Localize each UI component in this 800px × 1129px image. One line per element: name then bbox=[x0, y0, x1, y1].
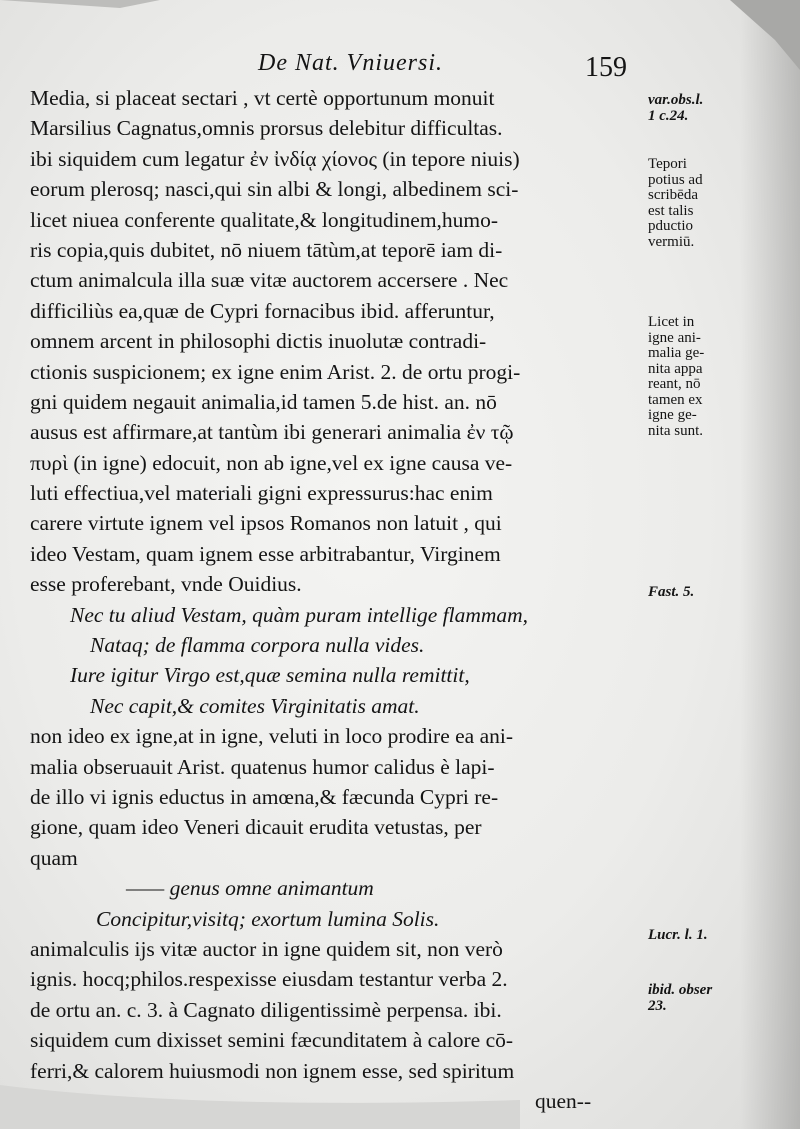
text-line: quam bbox=[30, 845, 78, 870]
text-line: omnem arcent in philosophi dictis inuolutæ contradi- bbox=[30, 329, 487, 354]
text-line: de ortu an. c. 3. à Cagnato diligentissimè perpensa. ibi. bbox=[30, 997, 502, 1022]
text-line: ctum animalcula illa suæ vitæ auctorem accersere . Nec bbox=[30, 268, 509, 293]
marginal-note bbox=[648, 157, 758, 250]
verse-line: —— genus omne animantum bbox=[126, 876, 374, 901]
text-line: esse proferebant, vnde Ouidius. bbox=[30, 572, 302, 597]
text-line: Media, si placeat sectari , vt certè opportunum monuit bbox=[30, 86, 495, 110]
marginal-line: Licet in bbox=[648, 314, 695, 330]
marginal-note bbox=[648, 983, 758, 1014]
text-line: siquidem cum dixisset semini fæcunditatem à calore cō- bbox=[30, 1028, 514, 1053]
marginal-line: nita appa bbox=[648, 360, 703, 377]
verse-line: Nec capit,& comites Virginitatis amat. bbox=[90, 693, 420, 718]
marginal-line: ibid. obser bbox=[648, 982, 713, 998]
text-line: gni quidem negauit animalia,id tamen 5.de hist. an. nō bbox=[30, 389, 497, 414]
marginal-line: pductio bbox=[648, 218, 693, 234]
text-line: ctionis suspicionem; ex igne enim Arist. 2. de ortu progi- bbox=[30, 359, 521, 384]
text-line: licet niuea conferente qualitate,& longitudinem,humo- bbox=[30, 207, 499, 232]
text-line: eorum plerosq; nasci,qui sin albi & longi, albedinem sci- bbox=[30, 177, 519, 202]
marginal-line: tamen ex bbox=[648, 391, 703, 408]
text-line: ferri,& calorem huiusmodi non ignem esse, sed spiritum bbox=[30, 1058, 515, 1083]
text-line: ausus est affirmare,at tantùm ibi generari animalia ἐν τῷ bbox=[30, 420, 514, 445]
text-line: carere virtute ignem vel ipsos Romanos non latuit , qui bbox=[30, 511, 502, 536]
text-line: Marsilius Cagnatus,omnis prorsus delebitur difficultas. bbox=[30, 116, 503, 141]
marginal-note bbox=[648, 315, 758, 439]
text-line: non ideo ex igne,at in igne, veluti in loco prodire ea ani- bbox=[30, 724, 514, 749]
marginal-line: potius ad bbox=[648, 171, 703, 188]
marginal-line: igne ge- bbox=[648, 407, 697, 423]
marginal-line: Tepori bbox=[648, 156, 687, 172]
text-line: ibi siquidem cum legatur ἐν ἰνδίᾳ χίονος (in tepore niuis) bbox=[30, 146, 520, 171]
marginal-line: reant, nō bbox=[648, 376, 701, 392]
text-line: malia obseruauit Arist. quatenus humor calidus è lapi- bbox=[30, 754, 495, 779]
text-line: difficiliùs ea,quæ de Cypri fornacibus ibid. afferuntur, bbox=[30, 298, 495, 323]
verse-line: Nataq; de flamma corpora nulla vides. bbox=[90, 633, 425, 658]
marginal-note bbox=[648, 928, 758, 944]
marginal-line: Lucr. l. 1. bbox=[648, 927, 708, 943]
text-line: ideo Vestam, quam ignem esse arbitrabantur, Virginem bbox=[30, 541, 501, 566]
marginal-line: vermiū. bbox=[648, 233, 695, 250]
text-line: ris copia,quis dubitet, nō niuem tātùm,at teporē iam di- bbox=[30, 237, 503, 262]
verse-line: Nec tu aliud Vestam, quàm puram intellige flammam, bbox=[70, 602, 529, 627]
text-line: ignis. hocq;philos.respexisse eiusdam testantur verba 2. bbox=[30, 967, 508, 992]
text-line: de illo vi ignis eductus in amœna,& fæcunda Cypri re- bbox=[30, 784, 499, 809]
marginal-note bbox=[648, 585, 758, 601]
running-head: De Nat. Vniuersi. bbox=[258, 50, 443, 76]
marginal-line: 23. bbox=[648, 997, 667, 1014]
verse-line: Concipitur,visitq; exortum lumina Solis. bbox=[96, 906, 440, 931]
marginal-note bbox=[648, 93, 758, 124]
marginal-line: est talis bbox=[648, 202, 694, 219]
main-text-block bbox=[30, 83, 642, 1116]
catchword: quen-- bbox=[535, 1088, 592, 1113]
text-line: luti effectiua,vel materiali gigni expressurus:hac enim bbox=[30, 481, 493, 506]
verse-line: Iure igitur Virgo est,quæ semina nulla remittit, bbox=[70, 663, 470, 688]
marginal-line: 1 c.24. bbox=[648, 107, 689, 124]
text-line: animalculis ijs vitæ auctor in igne quidem sit, non verò bbox=[30, 936, 503, 961]
marginal-line: nita sunt. bbox=[648, 422, 703, 439]
marginal-line: malia ge- bbox=[648, 345, 705, 361]
marginal-line: var.obs.l. bbox=[648, 92, 704, 108]
marginal-line: Fast. 5. bbox=[648, 584, 695, 600]
text-line: πυρὶ (in igne) edocuit, non ab igne,vel ex igne causa ve- bbox=[30, 450, 513, 475]
text-line: gione, quam ideo Veneri dicauit erudita vetustas, per bbox=[30, 815, 482, 840]
marginal-line: scribēda bbox=[648, 187, 698, 203]
page-number: 159 bbox=[585, 52, 627, 83]
marginal-line: igne ani- bbox=[648, 329, 701, 346]
